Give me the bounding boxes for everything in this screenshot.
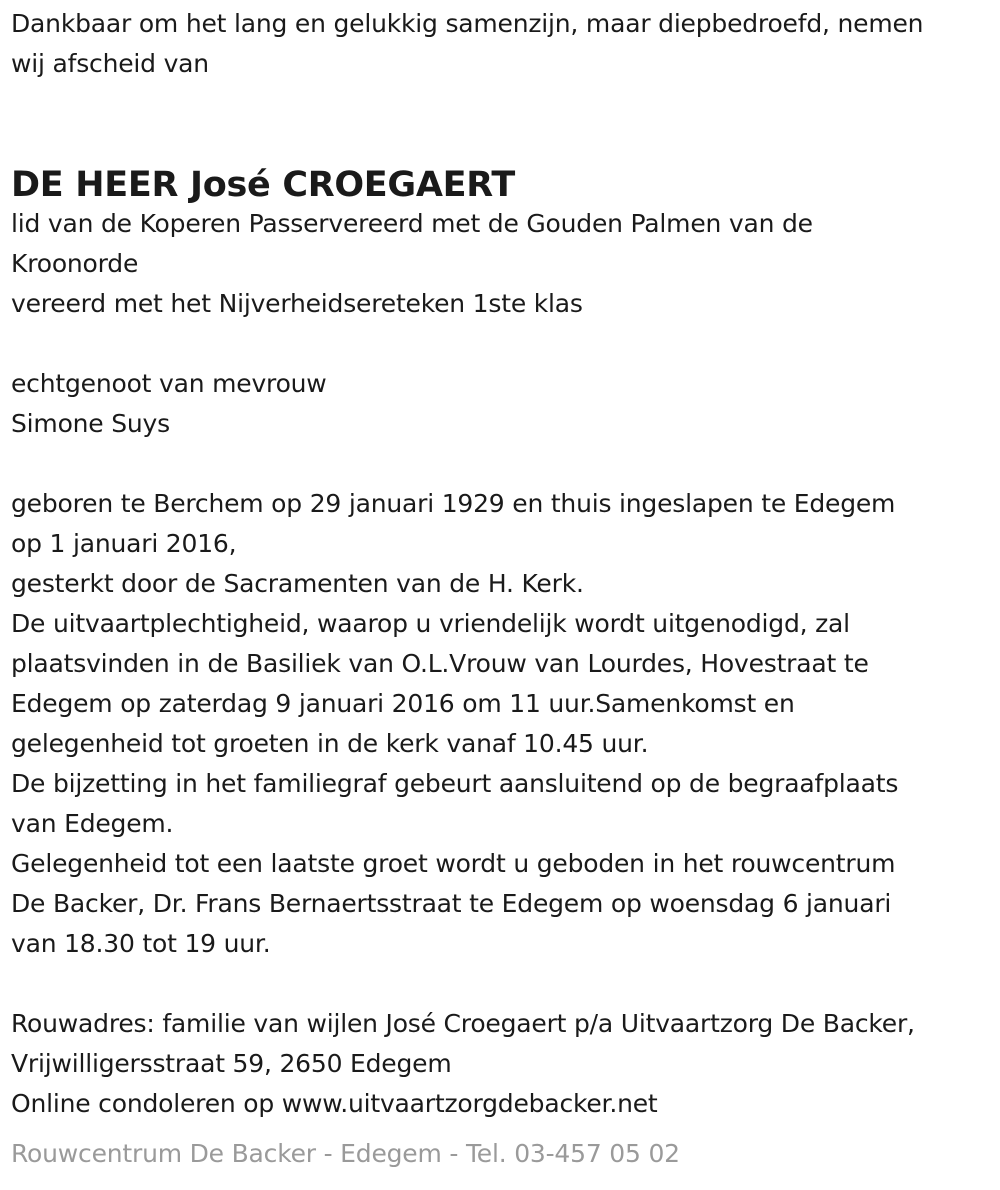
online-condolence-link[interactable]: Online condoleren op www.uitvaartzorgdebacker.net [11,1089,658,1118]
obituary-notice [11,4,991,1124]
details-line: De uitvaartplechtigheid, waarop u vriendelijk wordt uitgenodigd, zal [11,609,850,638]
details-section [11,484,991,964]
spouse-name: Simone Suys [11,409,170,438]
contact-section [11,1004,991,1124]
details-line: plaatsvinden in de Basiliek van O.L.Vrouw van Lourdes, Hovestraat te [11,649,869,678]
funeral-home-footer: Rouwcentrum De Backer - Edegem - Tel. 03-457 05 02 [11,1139,680,1168]
spacer [11,444,991,484]
details-line: gesterkt door de Sacramenten van de H. Kerk. [11,569,584,598]
details-line: gelegenheid tot groeten in de kerk vanaf 10.45 uur. [11,729,649,758]
spacer [11,964,991,1004]
spacer [11,324,991,364]
spouse-section [11,364,991,444]
details-line: De bijzetting in het familiegraf gebeurt aansluitend op de begraafplaats [11,769,899,798]
details-line: Edegem op zaterdag 9 januari 2016 om 11 uur.Samenkomst en [11,689,795,718]
details-line: De Backer, Dr. Frans Bernaertsstraat te Edegem op woensdag 6 januari [11,889,892,918]
spouse-line: echtgenoot van mevrouw [11,369,327,398]
details-line: geboren te Berchem op 29 januari 1929 en thuis ingeslapen te Edegem [11,489,896,518]
details-line: Gelegenheid tot een laatste groet wordt u geboden in het rouwcentrum [11,849,896,878]
details-line: op 1 januari 2016, [11,529,237,558]
honors-line: vereerd met het Nijverheidsereteken 1ste klas [11,289,583,318]
mourning-address: Rouwadres: familie van wijlen José Croegaert p/a Uitvaartzorg De Backer, [11,1009,915,1038]
intro-line: Dankbaar om het lang en gelukkig samenzijn, maar diepbedroefd, nemen [11,9,924,38]
details-line: van Edegem. [11,809,174,838]
details-line: van 18.30 tot 19 uur. [11,929,271,958]
honors-line: lid van de Koperen Passervereerd met de Gouden Palmen van de [11,209,813,238]
honors-line: Kroonorde [11,249,139,278]
intro-section [11,4,991,84]
honors-section [11,204,991,324]
intro-line: wij afscheid van [11,49,209,78]
deceased-name: DE HEER José CROEGAERT [11,165,515,205]
mourning-address-street: Vrijwilligersstraat 59, 2650 Edegem [11,1049,452,1078]
